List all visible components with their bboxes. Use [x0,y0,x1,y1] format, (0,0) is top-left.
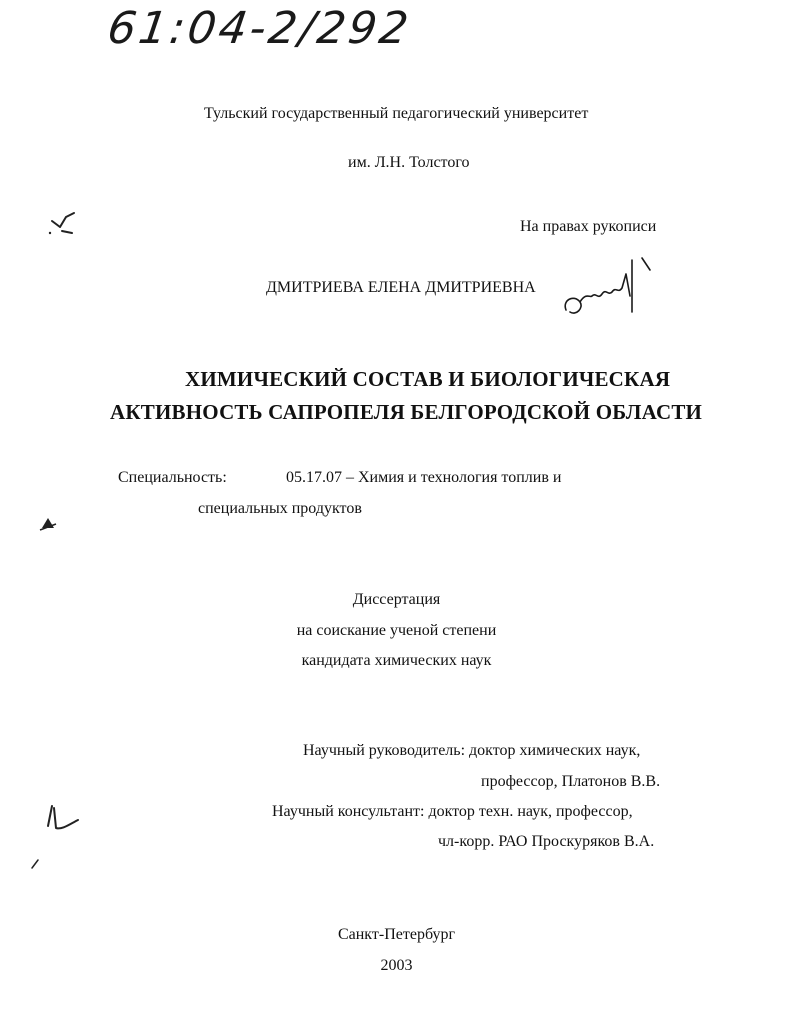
city: Санкт-Петербург [337,926,456,943]
author-name: ДМИТРИЕВА ЕЛЕНА ДМИТРИЕВНА [266,279,536,296]
university-honorific: им. Л.Н. Толстого [348,154,470,171]
university-name: Тульский государственный педагогический университет [204,105,589,122]
thesis-title-line-2: АКТИВНОСТЬ САПРОПЕЛЯ БЕЛГОРОДСКОЙ ОБЛАСТИ [110,400,703,424]
scan-mark-2 [36,510,64,536]
author-signature [560,252,660,324]
scan-mark-3 [40,800,94,836]
scan-mark-4 [28,856,42,872]
thesis-title-line-1: ХИМИЧЕСКИЙ СОСТАВ И БИОЛОГИЧЕСКАЯ [185,367,671,391]
degree-line-3: кандидата химических наук [301,652,492,669]
specialty-label: Специальность: [118,469,227,486]
supervisor-line-2: профессор, Платонов В.В. [481,773,661,790]
scan-mark-1 [44,205,84,241]
degree-line-2: на соискание ученой степени [296,622,497,639]
degree-line-1: Диссертация [352,591,441,608]
consultant-line-2: чл-корр. РАО Проскуряков В.А. [438,833,655,850]
specialty-continuation: специальных продуктов [198,500,362,517]
consultant-line-1: Научный консультант: доктор техн. наук, профессор, [272,803,633,820]
supervisor-line-1: Научный руководитель: доктор химических наук, [303,742,641,759]
manuscript-rights-note: На правах рукописи [520,218,657,235]
archive-number-handwritten: 61:04-2/292 [104,3,415,54]
specialty-code-line: 05.17.07 – Химия и технология топлив и [286,469,562,486]
year: 2003 [380,957,413,974]
